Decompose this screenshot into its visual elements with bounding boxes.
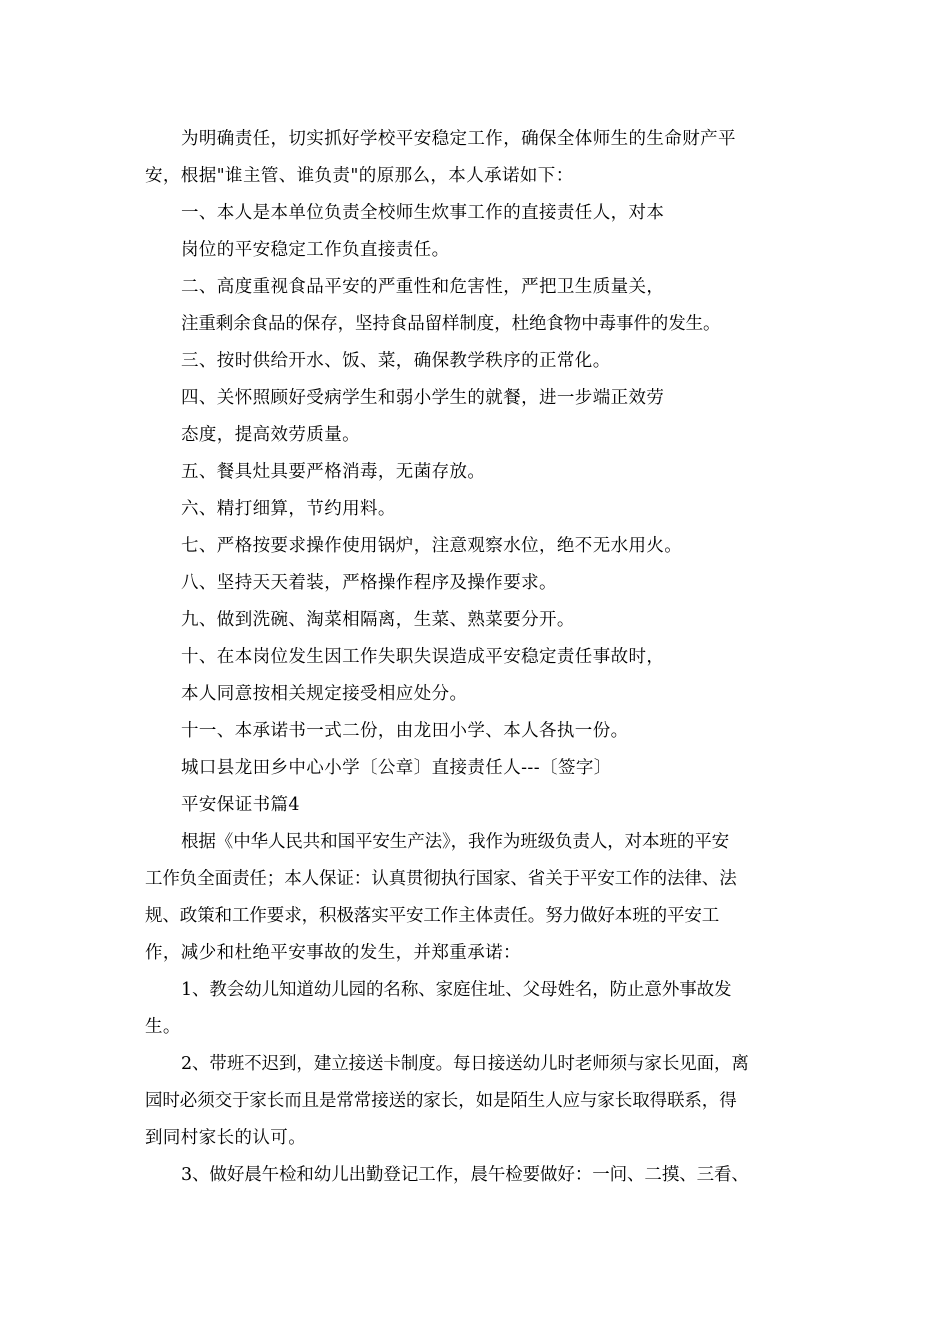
paragraph-line: 十一、本承诺书一式二份，由龙田小学、本人各执一份。 bbox=[181, 721, 629, 741]
paragraph-line: 1、教会幼儿知道幼儿园的名称、家庭住址、父母姓名，防止意外事故发 bbox=[181, 980, 732, 1000]
paragraph-line: 八、坚持天天着装，严格操作程序及操作要求。 bbox=[181, 573, 557, 593]
paragraph-line: 生。 bbox=[145, 1017, 181, 1037]
paragraph-line: 2、带班不迟到，建立接送卡制度。每日接送幼儿时老师须与家长见面，离 bbox=[181, 1054, 749, 1074]
section-heading: 平安保证书篇4 bbox=[181, 795, 300, 815]
paragraph-line: 安，根据"谁主管、谁负责"的原那么，本人承诺如下： bbox=[145, 166, 574, 186]
paragraph-line: 九、做到洗碗、淘菜相隔离，生菜、熟菜要分开。 bbox=[181, 610, 575, 630]
paragraph-line: 四、关怀照顾好受病学生和弱小学生的就餐，进一步端正效劳 bbox=[181, 388, 665, 408]
paragraph-line: 根据《中华人民共和国平安生产法》，我作为班级负责人，对本班的平安 bbox=[181, 832, 730, 852]
paragraph-line: 七、严格按要求操作使用锅炉，注意观察水位，绝不无水用火。 bbox=[181, 536, 683, 556]
paragraph-line: 六、精打细算，节约用料。 bbox=[181, 499, 396, 519]
paragraph-line: 为明确责任，切实抓好学校平安稳定工作，确保全体师生的生命财产平 bbox=[181, 129, 736, 149]
paragraph-line: 五、餐具灶具要严格消毒，无菌存放。 bbox=[181, 462, 486, 482]
paragraph-line: 到同村家长的认可。 bbox=[145, 1128, 307, 1148]
paragraph-line: 十、在本岗位发生因工作失职失误造成平安稳定责任事故时， bbox=[181, 647, 665, 667]
paragraph-line: 工作负全面责任；本人保证：认真贯彻执行国家、省关于平安工作的法律、法 bbox=[145, 869, 737, 889]
paragraph-line: 三、按时供给开水、饭、菜，确保教学秩序的正常化。 bbox=[181, 351, 611, 371]
paragraph-line: 城口县龙田乡中心小学〔公章〕直接责任人---〔签字〕 bbox=[181, 758, 612, 778]
paragraph-line: 规、政策和工作要求，积极落实平安工作主体责任。努力做好本班的平安工 bbox=[145, 906, 720, 926]
paragraph-line: 岗位的平安稳定工作负直接责任。 bbox=[181, 240, 450, 260]
paragraph-line: 本人同意按相关规定接受相应处分。 bbox=[181, 684, 468, 704]
paragraph-line: 二、高度重视食品平安的严重性和危害性，严把卫生质量关， bbox=[181, 277, 665, 297]
paragraph-line: 态度，提高效劳质量。 bbox=[181, 425, 360, 445]
paragraph-line: 3、做好晨午检和幼儿出勤登记工作，晨午检要做好：一问、二摸、三看、 bbox=[181, 1165, 749, 1185]
paragraph-line: 作，减少和杜绝平安事故的发生，并郑重承诺： bbox=[145, 943, 521, 963]
paragraph-line: 注重剩余食品的保存，坚持食品留样制度，杜绝食物中毒事件的发生。 bbox=[181, 314, 721, 334]
paragraph-line: 一、本人是本单位负责全校师生炊事工作的直接责任人，对本 bbox=[181, 203, 665, 223]
paragraph-line: 园时必须交于家长而且是常常接送的家长，如是陌生人应与家长取得联系，得 bbox=[145, 1091, 737, 1111]
